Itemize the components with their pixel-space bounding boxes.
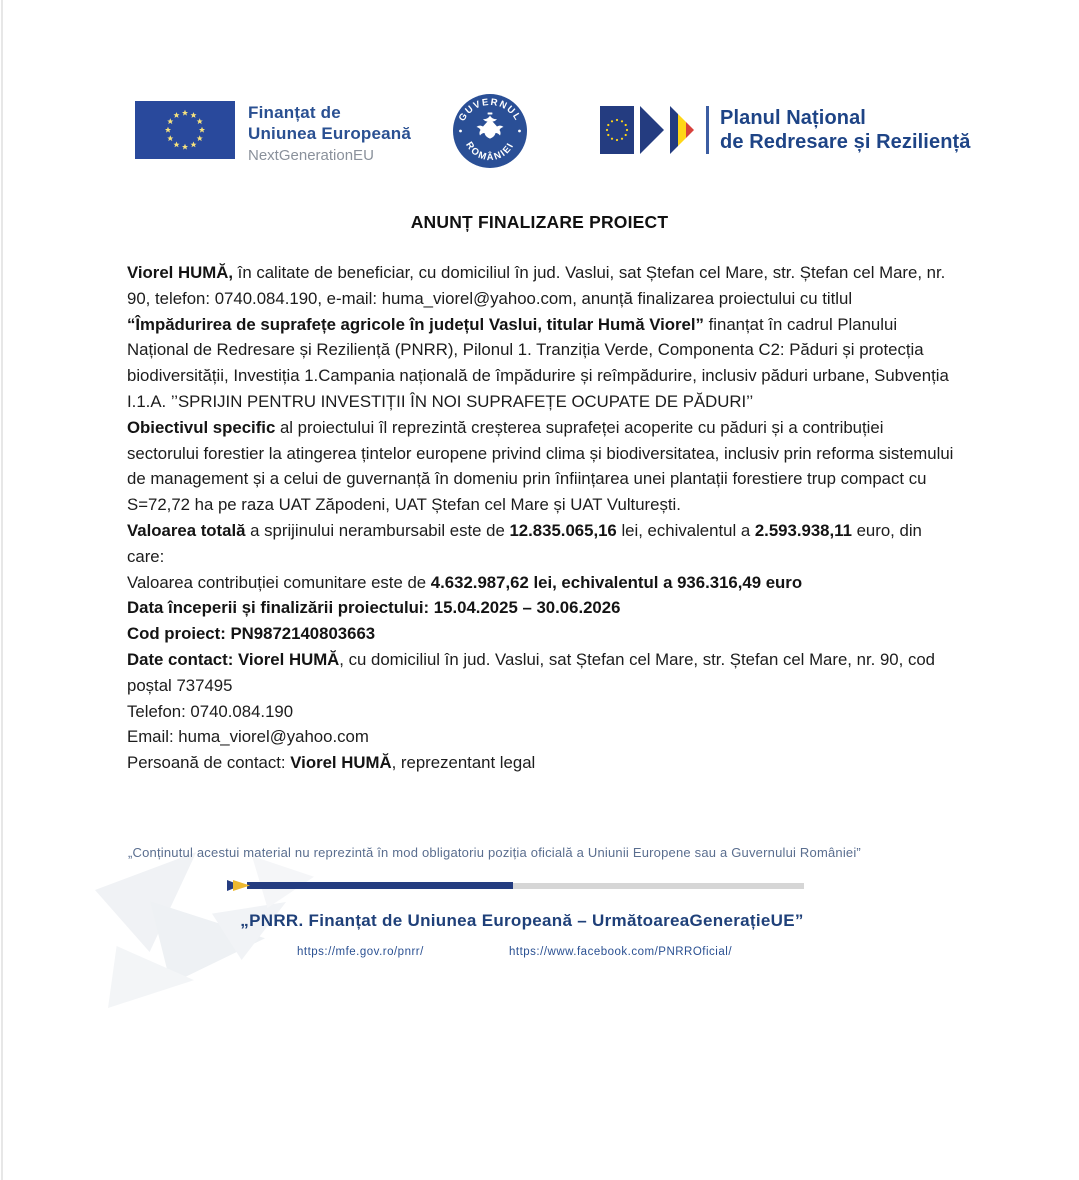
pnrr-logo-text — [706, 106, 971, 154]
paragraph: Obiectivul specific al proiectului îl reprezintă creșterea suprafeței acoperite cu păduri și a contribuției sectorului forestier la atingerea țintelor europene privind clima și biodiversitatea, inclusiv prin reforma sistemului de management și a celui de guvernanță în domeniu prin înființarea unei plantații forestiere trup compact cu S=72,72 ha pe raza UAT Zăpodeni, UAT Ștefan cel Mare și UAT Vulturești. — [127, 417, 954, 515]
paragraph: Date contact: Viorel HUMĂ, cu domiciliul în jud. Vaslui, sat Ștefan cel Mare, str. Ștefan cel Mare, nr. 90, cod poștal 737495 — [127, 649, 935, 695]
eu-funding-logo — [135, 101, 411, 166]
romanian-government-seal — [451, 92, 529, 175]
pnrr-slogan: „PNRR. Finanțat de Uniunea Europeană – UrmătoareaGenerațieUE” — [240, 911, 804, 930]
seal-top-text: GUVERNUL — [456, 96, 524, 124]
paragraph: Viorel HUMĂ, în calitate de beneficiar, cu domiciliul în jud. Vaslui, sat Ștefan cel Mare, str. Ștefan cel Mare, nr. 90, telefon: 0740.084.190, e-mail: huma_viorel@yahoo.com, anunță finalizarea proiectului cu titlul “Împădurirea de suprafețe agricole în județul Vaslui, titular Humă Viorel” finanțat în cadrul Planului Național de Redresare și Reziliență (PNRR), Pilonul 1. Tranziția Verde, Componenta C2: Păduri și protecția biodiversității, Investiția 1.Campania națională de împădurire și reîmpădurire, inclusiv păduri urbane, Subvenția I.1.A. ’’SPRIJIN PENTRU INVESTIȚII ÎN NOI SUPRAFEȚE OCUPATE DE PĂDURI’’ — [127, 263, 949, 411]
paragraph: Valoarea contribuției comunitare este de 4.632.987,62 lei, echivalentul a 936.316,49 euro — [127, 572, 803, 592]
page-title: ANUNȚ FINALIZARE PROIECT — [410, 212, 669, 232]
paragraph: Valoarea totală a sprijinului nerambursabil este de 12.835.065,16 lei, echivalentul a 2.593.938,11 euro, din care: — [127, 520, 922, 566]
seal-bottom-text: ROMÂNIEI — [463, 140, 517, 164]
document-body — [127, 260, 955, 776]
disclaimer-text: „Conținutul acestui material nu reprezintă în mod obligatoriu poziția oficială a Uniunii Europene sau a Guvernului României” — [128, 845, 861, 860]
paragraph: Email: huma_viorel@yahoo.com — [127, 727, 369, 747]
government-seal-icon — [451, 92, 529, 170]
paragraph: Cod proiect: PN9872140803663 — [127, 624, 376, 644]
eu-flag-icon — [135, 101, 235, 159]
footer-progress-bar — [227, 879, 805, 892]
bar-gray-segment — [513, 883, 804, 889]
pnrr-logo-line1: Planul Național — [720, 107, 866, 129]
pnrr-logo — [600, 102, 971, 158]
paragraph: Data începerii și finalizării proiectului: 15.04.2025 – 30.06.2026 — [127, 598, 621, 618]
mfe-gov-link[interactable]: https://mfe.gov.ro/pnrr/ — [297, 946, 424, 958]
eu-logo-text — [248, 101, 411, 166]
pnrr-logo-line2: de Redresare și Reziliență — [720, 131, 971, 153]
paragraph: Persoană de contact: Viorel HUMĂ, reprezentant legal — [127, 753, 536, 773]
eu-logo-line1: Finanțat de — [248, 103, 341, 122]
facebook-pnrr-link[interactable]: https://www.facebook.com/PNRROficial/ — [509, 946, 733, 958]
bar-navy-segment — [247, 882, 513, 889]
paragraph: Telefon: 0740.084.190 — [127, 701, 294, 721]
eu-logo-line2: Uniunea Europeană — [248, 124, 412, 143]
pnrr-logo-icon — [600, 102, 696, 158]
eu-logo-line3: NextGenerationEU — [248, 147, 374, 164]
